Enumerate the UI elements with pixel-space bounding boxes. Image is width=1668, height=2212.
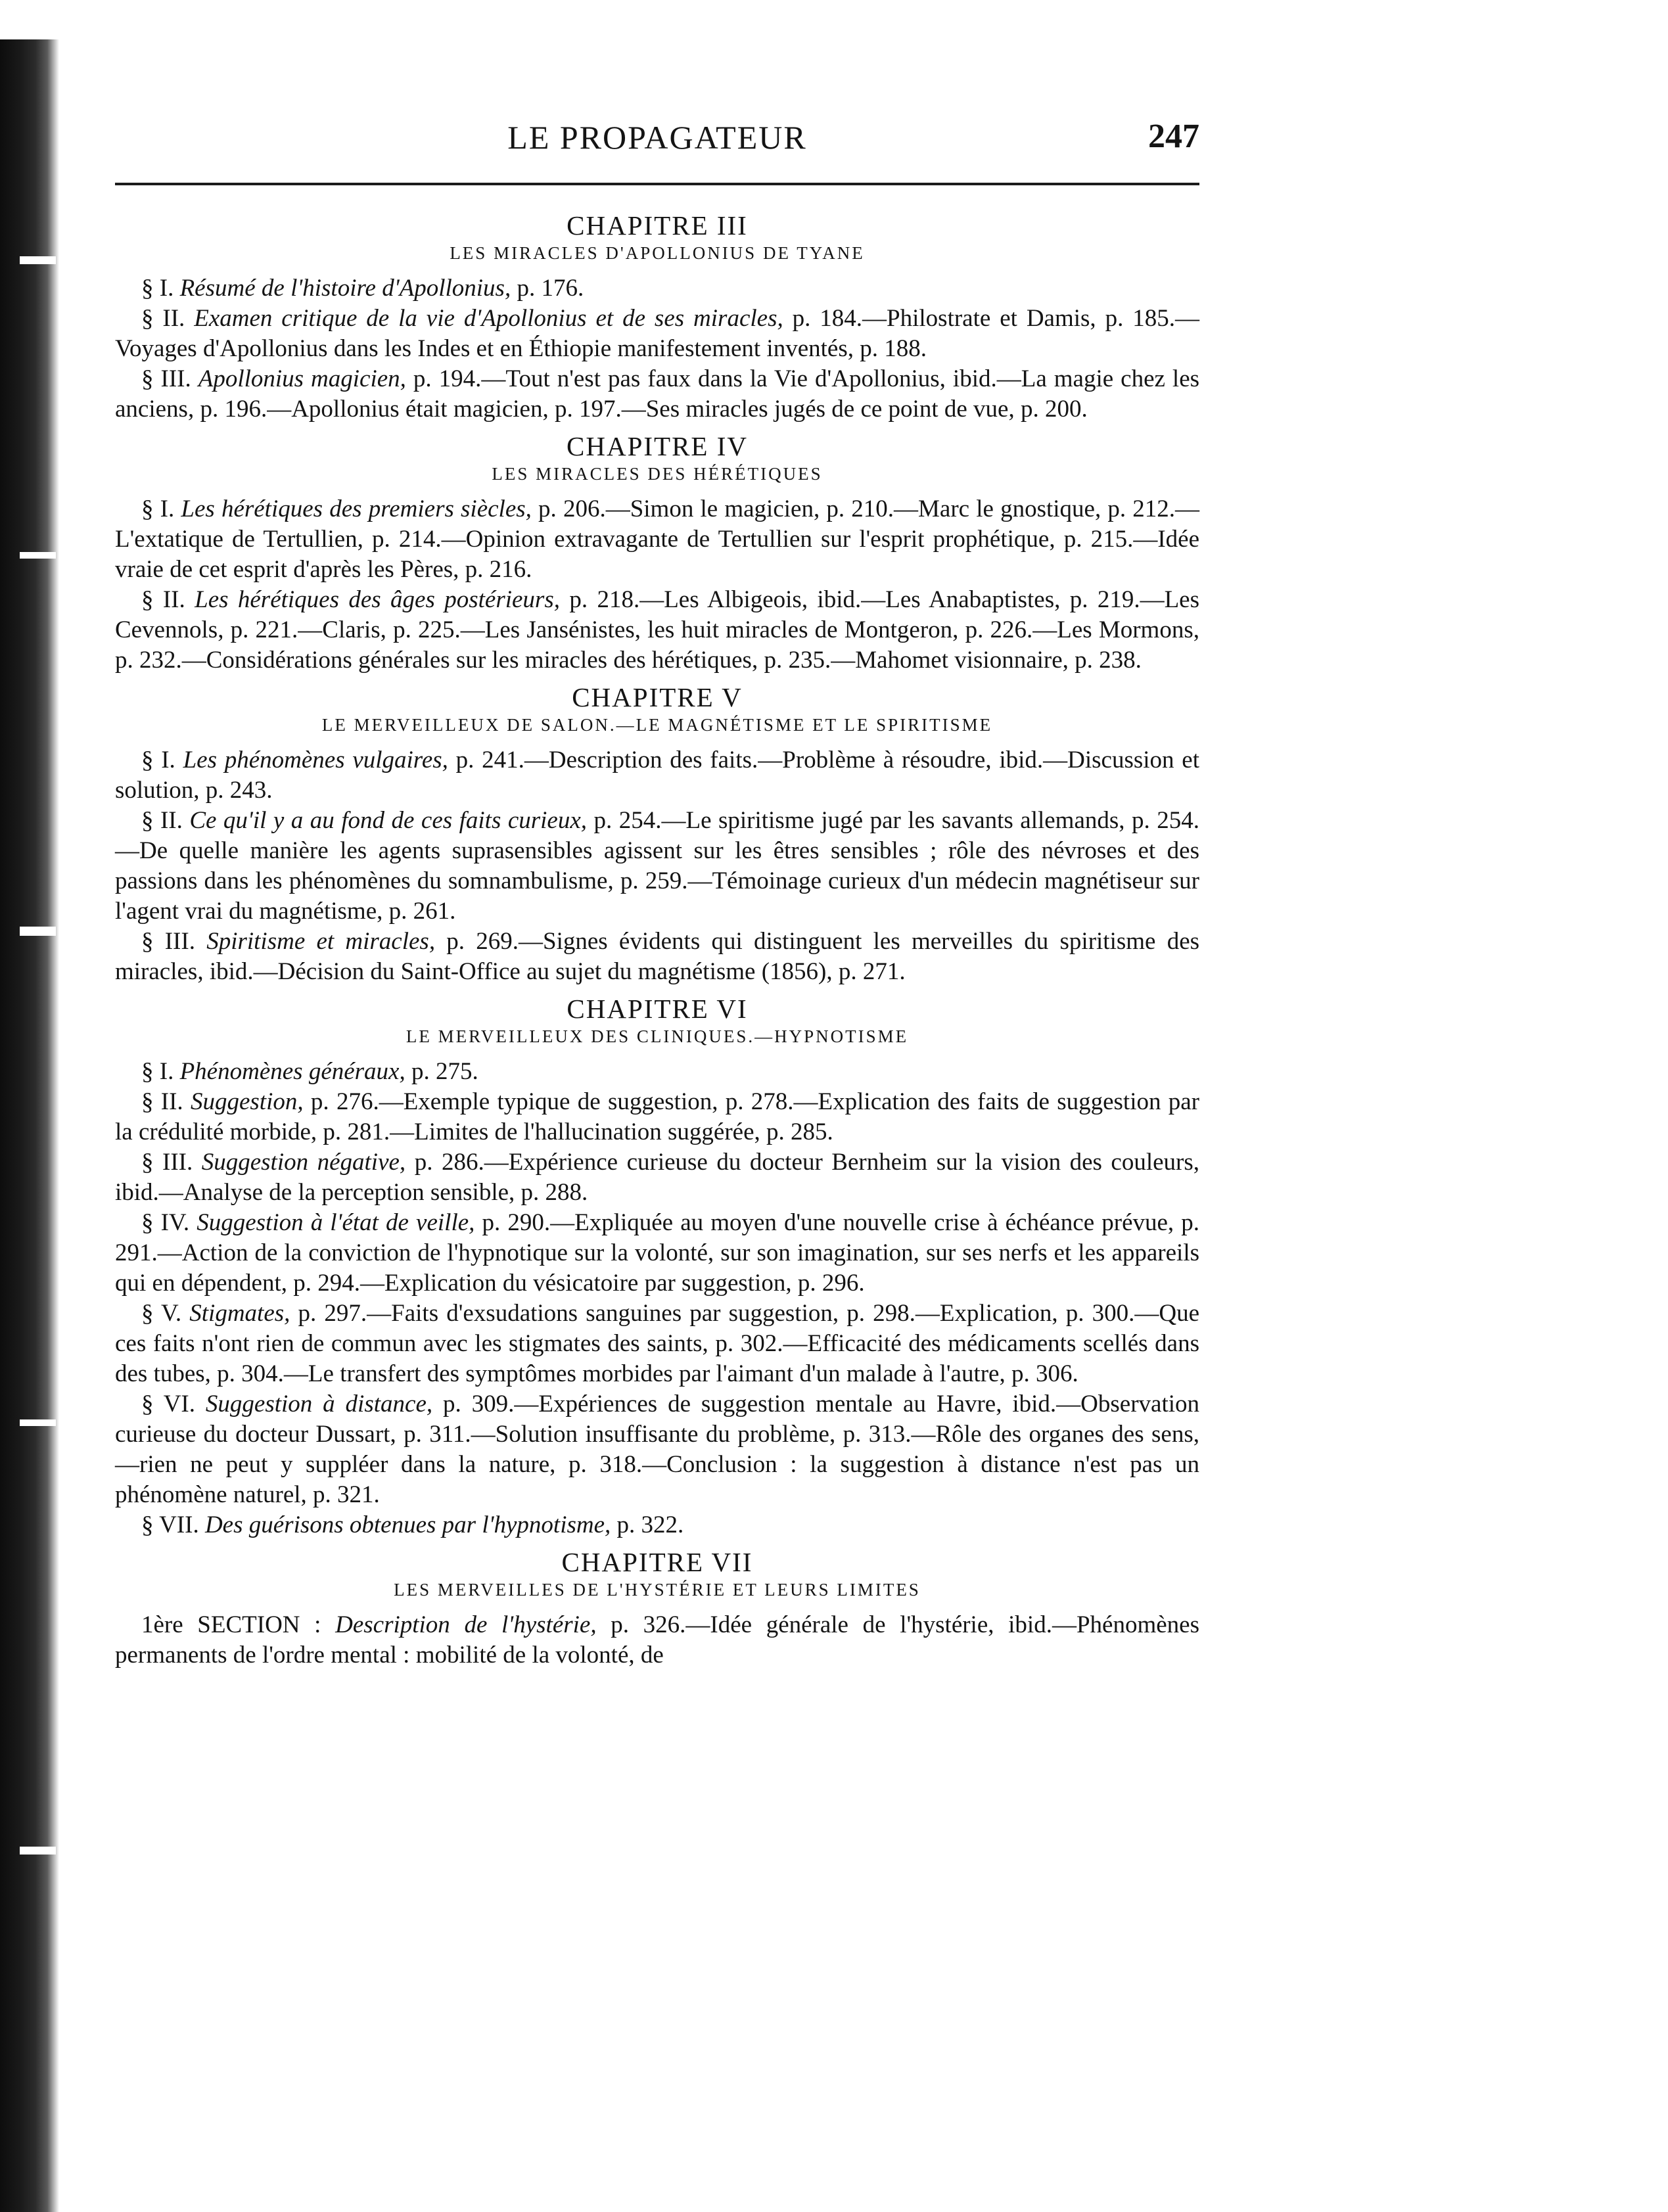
chapter-heading: CHAPITRE III (567, 210, 748, 241)
entry-title: Les hérétiques des premiers siècles, (181, 495, 532, 522)
section-mark: § I. (141, 275, 174, 302)
toc-entry (115, 1389, 1199, 1510)
section-mark: § II. (141, 586, 185, 613)
toc-entry (115, 1087, 1199, 1147)
section-mark: § II. (141, 305, 185, 332)
toc-entry (115, 806, 1199, 927)
section-mark: § VII. (141, 1511, 199, 1538)
toc-entry (115, 1208, 1199, 1299)
chapter-subtitle: LES MIRACLES DES HÉRÉTIQUES (492, 464, 823, 484)
section-mark: § III. (141, 365, 191, 392)
section-mark: 1ère SECTION : (141, 1611, 321, 1638)
entry-text: p. 184.—Philostrate et Damis, p. 185.—Voyages d'Apollonius dans les Indes et en Éthiopie manifestement inventés, p. 188. (115, 305, 1199, 362)
entry-title: Description de l'hystérie, (335, 1611, 597, 1638)
section-mark: § II. (141, 1088, 183, 1115)
running-title: LE PROPAGATEUR (507, 119, 807, 156)
chapter-heading: CHAPITRE IV (567, 431, 748, 461)
entry-text: p. 254.—Le spiritisme jugé par les savants allemands, p. 254.—De quelle manière les agents suprasensibles agissent sur les êtres sensibles ; rôle des névroses et des passions dans les phénomènes du somnambulisme, p. 259.—Témoinage curieux d'un médecin magnétiseur sur l'agent vrai du magnétisme, p. 261. (115, 807, 1199, 925)
entry-title: Les phénomènes vulgaires, (183, 747, 448, 773)
entry-text: p. 194.—Tout n'est pas faux dans la Vie d'Apollonius, ibid.—La magie chez les anciens, p. 196.—Apollonius était magicien, p. 197.—Ses miracles jugés de ce point de vue, p. 200. (115, 365, 1200, 423)
entry-title: Résumé de l'histoire d'Apollonius, (179, 275, 511, 302)
toc-entry (115, 364, 1199, 425)
toc-entry (115, 304, 1199, 364)
table-of-contents (115, 210, 1199, 1671)
section-mark: § III. (141, 1149, 193, 1176)
toc-entry (115, 494, 1199, 585)
chapter-subtitle: LE MERVEILLEUX DES CLINIQUES.—HYPNOTISME (405, 1026, 909, 1046)
running-head (115, 99, 1199, 171)
section-mark: § I. (141, 747, 175, 773)
chapter-subtitle: LES MIRACLES D'APOLLONIUS DE TYANE (450, 243, 865, 263)
chapter-subtitle: LE MERVEILLEUX DE SALON.—LE MAGNÉTISME ET LE SPIRITISME (321, 715, 993, 735)
binding-edge (0, 39, 59, 2212)
toc-entry (115, 745, 1199, 806)
entry-text: p. 206.—Simon le magicien, p. 210.—Marc le gnostique, p. 212.—L'extatique de Tertullien, p. 214.—Opinion extravagante de Tertullien sur l'esprit prophétique, p. 215.—Idée vraie de cet esprit d'après les Pères, p. 216. (115, 495, 1200, 583)
entry-title: Les hérétiques des âges postérieurs, (195, 586, 560, 613)
header-rule (115, 183, 1199, 185)
entry-title: Apollonius magicien, (198, 365, 406, 392)
entry-title: Examen critique de la vie d'Apollonius et de ses miracles, (194, 305, 783, 332)
chapter-subtitle: LES MERVEILLES DE L'HYSTÉRIE ET LEURS LIMITES (394, 1580, 921, 1600)
toc-entry (115, 1299, 1199, 1389)
chapter-heading: CHAPITRE V (572, 682, 743, 712)
entry-text: p. 309.—Expériences de suggestion mentale au Havre, ibid.—Observation curieuse du docteur Dussart, p. 311.—Solution insuffisante du problème, p. 313.—Rôle des organes des sens,—rien ne peut y suppléer dans la nature, p. 318.—Conclusion : la suggestion à distance n'est pas un phénomène naturel, p. 321. (115, 1391, 1200, 1508)
entry-text: p. 326.—Idée générale de l'hystérie, ibid.—Phénomènes permanents de l'ordre mental : mobilité de la volonté, de (115, 1611, 1199, 1669)
book-page (115, 99, 1199, 1671)
entry-title: Spiritisme et miracles, (206, 928, 436, 955)
toc-entry (115, 1510, 1199, 1540)
entry-title: Des guérisons obtenues par l'hypnotisme, (204, 1511, 611, 1538)
entry-text: p. 276.—Exemple typique de suggestion, p. 278.—Explication des faits de suggestion par la crédulité morbide, p. 281.—Limites de l'hallucination suggérée, p. 285. (115, 1088, 1200, 1145)
section-mark: § I. (141, 1058, 174, 1085)
toc-entry (115, 1610, 1199, 1671)
section-mark: § II. (141, 807, 183, 834)
toc-entry (115, 1057, 1199, 1087)
entry-text: p. 269.—Signes évidents qui distinguent les merveilles du spiritisme des miracles, ibid.—Décision du Saint-Office au sujet du magnétisme (1856), p. 271. (115, 928, 1200, 985)
section-mark: § VI. (141, 1391, 196, 1417)
entry-title: Suggestion négative, (201, 1149, 406, 1176)
chapter-heading: CHAPITRE VII (561, 1547, 753, 1577)
entry-text: p. 176. (511, 275, 584, 302)
entry-text: p. 286.—Expérience curieuse du docteur Bernheim sur la vision des couleurs, ibid.—Analyse de la perception sensible, p. 288. (115, 1149, 1199, 1206)
entry-text: p. 218.—Les Albigeois, ibid.—Les Anabaptistes, p. 219.—Les Cevennols, p. 221.—Claris, p. 225.—Les Jansénistes, les huit miracles de Montgeron, p. 226.—Les Mormons, p. 232.—Considérations générales sur les miracles des hérétiques, p. 235.—Mahomet visionnaire, p. 238. (115, 586, 1199, 674)
entry-text: p. 297.—Faits d'exsudations sanguines par suggestion, p. 298.—Explication, p. 300.—Que ces faits n'ont rien de commun avec les stigmates des saints, p. 302.—Efficacité des médicaments scellés dans des tubes, p. 304.—Le transfert des symptômes morbides par l'aimant d'un malade à l'autre, p. 306. (115, 1300, 1200, 1387)
section-mark: § III. (141, 928, 195, 955)
entry-title: Suggestion à l'état de veille, (197, 1209, 475, 1236)
entry-text: p. 241.—Description des faits.—Problème à résoudre, ibid.—Discussion et solution, p. 243. (115, 747, 1199, 804)
section-mark: § IV. (141, 1209, 190, 1236)
section-mark: § I. (141, 495, 175, 522)
toc-entry (115, 1147, 1199, 1208)
entry-title: Stigmates, (189, 1300, 290, 1327)
page-number: 247 (1148, 118, 1199, 155)
entry-title: Phénomènes généraux, (179, 1058, 405, 1085)
chapter-heading: CHAPITRE VI (567, 994, 748, 1024)
toc-entry (115, 585, 1199, 676)
entry-text: p. 290.—Expliquée au moyen d'une nouvelle crise à échéance prévue, p. 291.—Action de la conviction de l'hypnotique sur la volonté, sur son imagination, sur ses nerfs et les appareils qui en dépendent, p. 294.—Explication du vésicatoire par suggestion, p. 296. (115, 1209, 1200, 1297)
entry-title: Ce qu'il y a au fond de ces faits curieux, (189, 807, 588, 834)
toc-entry (115, 927, 1199, 987)
entry-text: p. 275. (405, 1058, 478, 1085)
entry-title: Suggestion à distance, (205, 1391, 433, 1417)
toc-entry (115, 273, 1199, 304)
entry-text: p. 322. (611, 1511, 684, 1538)
section-mark: § V. (141, 1300, 182, 1327)
entry-title: Suggestion, (190, 1088, 304, 1115)
